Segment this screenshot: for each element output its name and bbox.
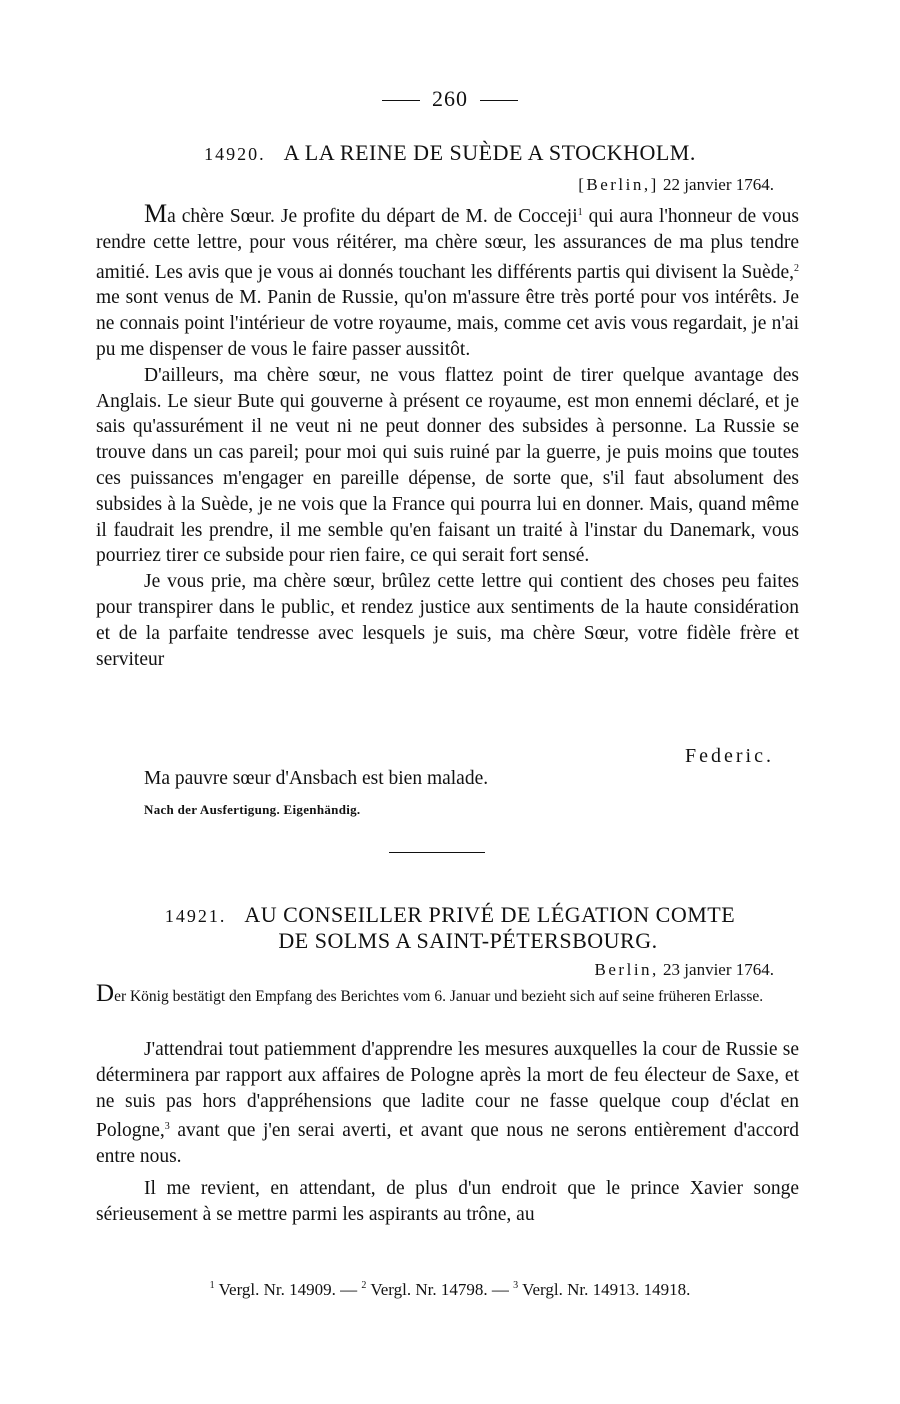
- letter1-initial: M: [144, 199, 168, 228]
- letter2-title-line2: DE SOLMS A SAINT-PÉTERSBOURG.: [278, 928, 658, 953]
- postscript: Ma pauvre sœur d'Ansbach est bien malade.: [144, 768, 489, 789]
- letter1-dateline: [578, 175, 774, 195]
- letter1-p1-text-b: qui aura l'honneur de vous rendre cette lettre, pour vous réitérer, ma chère sœur, les assurances de ma plus tendre amitié. Les avis que je vous ai donnés touchant les différents partis qui divisent la Suède,: [96, 206, 800, 283]
- footnote-1: Vergl. Nr. 14909. —: [218, 1280, 358, 1299]
- letter1-date: 22 janvier 1764.: [663, 175, 774, 194]
- letter2-title-line1: AU CONSEILLER PRIVÉ DE LÉGATION COMTE: [244, 902, 736, 927]
- letter2-p1-text: J'attendrai tout patiemment d'apprendre les mesures auxquelles la cour de Russie se déterminera par rapport aux affaires de Pologne après la mort de feu électeur de Saxe, et ne suis pas hors d'appréhensions que ladite cour ne fasse quelque coup d'éclat en Pologne,: [96, 1039, 799, 1142]
- source-note: Nach der Ausfertigung. Eigenhändig.: [144, 802, 361, 817]
- letter2-summary: [96, 980, 799, 1007]
- section-divider: [389, 852, 485, 853]
- letter1-p1-text-c: me sont venus de M. Panin de Russie, qu'on m'assure être très porté pour vos intérêts. Je ne connais point l'intérieur de votre royaume, mais, comme cet avis vous regardait, je n'ai pu me dispenser de vous le faire passer aussitôt.: [96, 287, 799, 360]
- footnote-marker-2: 2: [361, 1280, 367, 1291]
- summary-text: er König bestätigt den Empfang des Berichtes vom 6. Januar und bezieht sich auf seine früheren Erlasse.: [114, 988, 764, 1005]
- footnote-ref-1: 1: [577, 207, 583, 218]
- letter2-body: [96, 1037, 799, 1228]
- letter2-number: 14921.: [164, 906, 227, 926]
- letter2-date: 23 janvier 1764.: [663, 960, 774, 979]
- letter2-p1-text-b: avant que j'en serai averti, et avant que nous ne serons entièrement d'accord entre nous.: [96, 1120, 799, 1168]
- letter1-p1-text: a chère Sœur. Je profite du départ de M. de Cocceji: [167, 206, 578, 227]
- letter2-paragraph-1: [96, 1037, 799, 1170]
- letter1-body: [96, 200, 799, 672]
- letter1-title: A LA REINE DE SUÈDE A STOCKHOLM.: [283, 140, 696, 165]
- page-number: [0, 86, 900, 112]
- footnote-marker-3: 3: [513, 1280, 519, 1291]
- folio-dash-right: [480, 100, 518, 101]
- summary-initial: D: [96, 980, 115, 1007]
- letter2-place: Berlin,: [594, 960, 659, 979]
- signature: Federic.: [685, 745, 774, 767]
- letter1-paragraph-2: D'ailleurs, ma chère sœur, ne vous flattez point de tirer quelque avantage des Anglais. Le sieur Bute qui gouverne à présent ce royaume, est mon ennemi déclaré, et je sais qu'assurément il ne veut ni ne peut donner des subsides à personne. La Russie se trouve dans un cas pareil; pour moi qui suis ruiné par la guerre, je puis moins que toutes ces puissances m'engager en pareille dépense, de sorte que, s'il faut absolument des subsides à la Suède, je ne vois que la France qui pourra lui en donner. Mais, quand même il faudrait les prendre, il me semble qu'en faisant un traité à l'instar du Danemark, vous pourriez tirer ce subside pour rien faire, ce qui serait fort sensé.: [96, 364, 799, 567]
- letter1-paragraph-1: [96, 200, 799, 363]
- footnote-marker-1: 1: [209, 1280, 215, 1291]
- letter1-paragraph-3: Je vous prie, ma chère sœur, brûlez cette lettre qui contient des choses peu faites pour transpirer dans le public, et rendez justice aux sentiments de la haute considération et de la parfaite tendresse avec lesquels je suis, ma chère Sœur, votre fidèle frère et serviteur: [96, 571, 799, 670]
- letter1-heading: [0, 140, 900, 166]
- footnote-ref-2: 2: [794, 262, 799, 274]
- footnote-2: Vergl. Nr. 14798. —: [370, 1280, 509, 1299]
- letter1-number: 14920.: [204, 144, 266, 164]
- letter2-heading-line2: [0, 928, 900, 954]
- folio-dash-left: [382, 100, 420, 101]
- footnote-3: Vergl. Nr. 14913. 14918.: [522, 1280, 691, 1299]
- letter1-place: [Berlin,]: [578, 175, 659, 194]
- footnotes: [0, 1280, 900, 1300]
- footnote-ref-3: 3: [164, 1121, 170, 1133]
- folio-number: 260: [432, 86, 468, 111]
- letter2-heading: [0, 902, 900, 928]
- letter2-dateline: [595, 960, 774, 980]
- letter2-paragraph-2: Il me revient, en attendant, de plus d'un endroit que le prince Xavier songe sérieusement à se mettre parmi les aspirants au trône, au: [96, 1177, 799, 1225]
